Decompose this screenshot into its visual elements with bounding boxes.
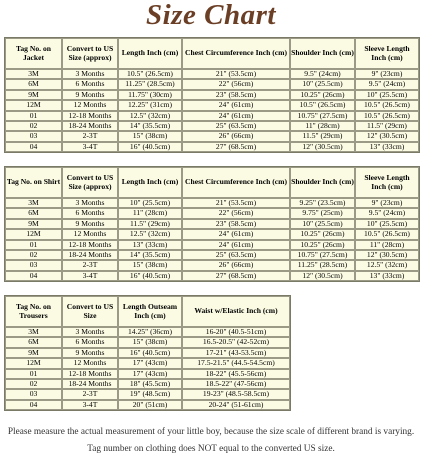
- table-body: [5, 327, 290, 410]
- table-cell: 10" (25.5cm): [290, 79, 355, 89]
- table-cell: 15" (38cm): [118, 131, 182, 141]
- table-cell: 11.75" (30cm): [118, 90, 182, 100]
- table-cell: 3M: [5, 327, 62, 337]
- table-row: [5, 131, 419, 141]
- table-row: [5, 369, 290, 379]
- table-cell: 9.5" (24cm): [355, 79, 419, 89]
- table-cell: 2-3T: [62, 389, 118, 399]
- table-cell: 23" (58.5cm): [182, 90, 290, 100]
- table-cell: 10.5" (26.5cm): [355, 111, 419, 121]
- page-title: Size Chart: [146, 0, 276, 31]
- table-cell: 9 Months: [62, 348, 118, 358]
- table-cell: 12" (30.5cm): [355, 131, 419, 141]
- table-cell: 16" (40.5cm): [118, 271, 182, 281]
- table-cell: 11" (28cm): [118, 208, 182, 218]
- table-row: [5, 337, 290, 347]
- header-cell: Convert to US Size: [62, 296, 118, 327]
- header-cell: Sleeve Length Inch (cm): [355, 38, 419, 69]
- table-cell: 23" (58.5cm): [182, 219, 290, 229]
- table-cell: 16" (40.5cm): [118, 142, 182, 152]
- table-row: [5, 198, 419, 208]
- table-row: [5, 219, 419, 229]
- table-row: [5, 121, 419, 131]
- table-cell: 11.5" (29cm): [118, 219, 182, 229]
- table-cell: 12 Months: [62, 358, 118, 368]
- table-cell: 12.5" (32cm): [355, 260, 419, 270]
- table-cell: 15" (38cm): [118, 260, 182, 270]
- table-header-row: [5, 296, 290, 327]
- table-cell: 01: [5, 111, 62, 121]
- table-cell: 13" (33cm): [355, 142, 419, 152]
- table-row: [5, 358, 290, 368]
- table-cell: 20" (51cm): [118, 400, 182, 410]
- table-cell: 12M: [5, 100, 62, 110]
- table-row: [5, 389, 290, 399]
- table-cell: 12.5" (32cm): [118, 229, 182, 239]
- header-cell: Waist w/Elastic Inch (cm): [182, 296, 290, 327]
- table-cell: 18" (45.5cm): [118, 379, 182, 389]
- table-cell: 03: [5, 260, 62, 270]
- table-cell: 9M: [5, 219, 62, 229]
- table-cell: 9 Months: [62, 90, 118, 100]
- table-cell: 17-21" (43-53.5cm): [182, 348, 290, 358]
- table-cell: 17" (43cm): [118, 358, 182, 368]
- table-cell: 12 Months: [62, 100, 118, 110]
- table-header-row: [5, 167, 419, 198]
- table-cell: 3-4T: [62, 271, 118, 281]
- table-row: [5, 79, 419, 89]
- table-cell: 12-18 Months: [62, 111, 118, 121]
- table-body: [5, 69, 419, 152]
- table-cell: 26" (66cm): [182, 131, 290, 141]
- table-cell: 3-4T: [62, 400, 118, 410]
- table-cell: 10.75" (27.5cm): [290, 250, 355, 260]
- table-cell: 12-18 Months: [62, 240, 118, 250]
- table-cell: 9.25" (23.5cm): [290, 198, 355, 208]
- header-cell: Convert to US Size (approx): [62, 167, 118, 198]
- table-row: [5, 90, 419, 100]
- table-cell: 6M: [5, 208, 62, 218]
- table-cell: 9.5" (24cm): [290, 69, 355, 79]
- table-cell: 24" (61cm): [182, 240, 290, 250]
- table-cell: 10.25" (26cm): [290, 240, 355, 250]
- table-cell: 9M: [5, 348, 62, 358]
- table-cell: 24" (61cm): [182, 229, 290, 239]
- table-cell: 6 Months: [62, 337, 118, 347]
- table-cell: 20-24" (51-61cm): [182, 400, 290, 410]
- table-cell: 10" (25.5cm): [355, 90, 419, 100]
- tag-note: Tag number on clothing does NOT equal to the converted US size.: [87, 444, 335, 454]
- table-cell: 18.5-22" (47-56cm): [182, 379, 290, 389]
- table-cell: 22" (56cm): [182, 208, 290, 218]
- table-row: [5, 400, 290, 410]
- table-cell: 14" (35.5cm): [118, 250, 182, 260]
- table-row: [5, 229, 419, 239]
- table-cell: 9.5" (24cm): [355, 208, 419, 218]
- table-cell: 01: [5, 240, 62, 250]
- table-cell: 26" (66cm): [182, 260, 290, 270]
- table-cell: 12.5" (32cm): [118, 111, 182, 121]
- table-cell: 03: [5, 389, 62, 399]
- table-cell: 10" (25.5cm): [290, 219, 355, 229]
- table-cell: 12" (30.5cm): [290, 142, 355, 152]
- table-row: [5, 142, 419, 152]
- header-cell: Tag No. on Shirt: [5, 167, 62, 198]
- table-row: [5, 348, 290, 358]
- table-cell: 9 Months: [62, 219, 118, 229]
- table-cell: 10.25" (26cm): [290, 90, 355, 100]
- table-cell: 02: [5, 121, 62, 131]
- table-cell: 2-3T: [62, 260, 118, 270]
- table-row: [5, 240, 419, 250]
- header-cell: Chest Circumference Inch (cm): [182, 38, 290, 69]
- table-cell: 3 Months: [62, 327, 118, 337]
- table-cell: 9.75" (25cm): [290, 208, 355, 218]
- table-row: [5, 260, 419, 270]
- table-row: [5, 327, 290, 337]
- table-cell: 18-24 Months: [62, 379, 118, 389]
- table-cell: 11.25" (28.5cm): [290, 260, 355, 270]
- table-cell: 21" (53.5cm): [182, 69, 290, 79]
- table-cell: 18-22" (45.5-56cm): [182, 369, 290, 379]
- table-cell: 3M: [5, 69, 62, 79]
- table-cell: 22" (56cm): [182, 79, 290, 89]
- table-cell: 13" (33cm): [355, 271, 419, 281]
- header-cell: Tag No. on Trousers: [5, 296, 62, 327]
- table-cell: 02: [5, 250, 62, 260]
- table-cell: 10.5" (26.5cm): [290, 100, 355, 110]
- table-cell: 02: [5, 379, 62, 389]
- table-cell: 24" (61cm): [182, 111, 290, 121]
- table-cell: 04: [5, 271, 62, 281]
- table-cell: 10.5" (26.5cm): [118, 69, 182, 79]
- table-cell: 12M: [5, 358, 62, 368]
- table-cell: 2-3T: [62, 131, 118, 141]
- table-cell: 19-23" (48.5-58.5cm): [182, 389, 290, 399]
- table-cell: 13" (33cm): [118, 240, 182, 250]
- table-cell: 6 Months: [62, 79, 118, 89]
- table-header-row: [5, 38, 419, 69]
- header-cell: Length Inch (cm): [118, 167, 182, 198]
- table-cell: 12 Months: [62, 229, 118, 239]
- table-cell: 3 Months: [62, 69, 118, 79]
- table-cell: 10" (25.5cm): [118, 198, 182, 208]
- table-cell: 04: [5, 400, 62, 410]
- table-cell: 10.75" (27.5cm): [290, 111, 355, 121]
- table-cell: 6M: [5, 337, 62, 347]
- table-cell: 10.5" (26.5cm): [355, 100, 419, 110]
- table-row: [5, 271, 419, 281]
- table-cell: 10.25" (26cm): [290, 229, 355, 239]
- table-cell: 17" (43cm): [118, 369, 182, 379]
- header-cell: Sleeve Length Inch (cm): [355, 167, 419, 198]
- table-cell: 12M: [5, 229, 62, 239]
- table-cell: 25" (63.5cm): [182, 121, 290, 131]
- measure-note: Please measure the actual measurement of your little boy, because the size scale of different brand is varying.: [7, 427, 415, 437]
- jacket-size-table: [4, 37, 420, 153]
- shirt-size-table: [4, 166, 420, 282]
- table-cell: 6M: [5, 79, 62, 89]
- header-cell: Shoulder Inch (cm): [290, 167, 355, 198]
- table-cell: 17.5-21.5" (44.5-54.5cm): [182, 358, 290, 368]
- table-cell: 11" (28cm): [290, 121, 355, 131]
- table-cell: 01: [5, 369, 62, 379]
- table-cell: 3 Months: [62, 198, 118, 208]
- table-cell: 14.25" (36cm): [118, 327, 182, 337]
- trousers-size-table: [4, 295, 291, 411]
- table-cell: 3-4T: [62, 142, 118, 152]
- table-row: [5, 111, 419, 121]
- table-cell: 24" (61cm): [182, 100, 290, 110]
- table-cell: 18-24 Months: [62, 250, 118, 260]
- table-cell: 16.5-20.5" (42-52cm): [182, 337, 290, 347]
- table-cell: 27" (68.5cm): [182, 271, 290, 281]
- header-cell: Tag No. on Jacket: [5, 38, 62, 69]
- table-row: [5, 250, 419, 260]
- table-cell: 18-24 Months: [62, 121, 118, 131]
- table-cell: 10" (25.5cm): [355, 219, 419, 229]
- table-cell: 12-18 Months: [62, 369, 118, 379]
- header-cell: Shoulder Inch (cm): [290, 38, 355, 69]
- table-cell: 6 Months: [62, 208, 118, 218]
- table-cell: 15" (38cm): [118, 337, 182, 347]
- table-cell: 16-20" (40.5-51cm): [182, 327, 290, 337]
- table-cell: 04: [5, 142, 62, 152]
- table-cell: 11.5" (29cm): [355, 121, 419, 131]
- table-cell: 3M: [5, 198, 62, 208]
- table-cell: 11.25" (28.5cm): [118, 79, 182, 89]
- table-cell: 27" (68.5cm): [182, 142, 290, 152]
- header-cell: Length Inch (cm): [118, 38, 182, 69]
- table-cell: 10.5" (26.5cm): [355, 229, 419, 239]
- table-cell: 12" (30.5cm): [290, 271, 355, 281]
- table-row: [5, 69, 419, 79]
- table-cell: 25" (63.5cm): [182, 250, 290, 260]
- table-cell: 9" (23cm): [355, 69, 419, 79]
- table-cell: 12" (30.5cm): [355, 250, 419, 260]
- header-cell: Length Outseam Inch (cm): [118, 296, 182, 327]
- header-cell: Convert to US Size (approx): [62, 38, 118, 69]
- table-cell: 11.5" (29cm): [290, 131, 355, 141]
- table-row: [5, 100, 419, 110]
- table-row: [5, 208, 419, 218]
- header-cell: Chest Circumference Inch (cm): [182, 167, 290, 198]
- table-cell: 03: [5, 131, 62, 141]
- table-cell: 9" (23cm): [355, 198, 419, 208]
- table-row: [5, 379, 290, 389]
- table-cell: 14" (35.5cm): [118, 121, 182, 131]
- table-cell: 12.25" (31cm): [118, 100, 182, 110]
- table-cell: 21" (53.5cm): [182, 198, 290, 208]
- table-cell: 9M: [5, 90, 62, 100]
- table-cell: 16" (40.5cm): [118, 348, 182, 358]
- table-body: [5, 198, 419, 281]
- table-cell: 19" (48.5cm): [118, 389, 182, 399]
- table-cell: 11" (28cm): [355, 240, 419, 250]
